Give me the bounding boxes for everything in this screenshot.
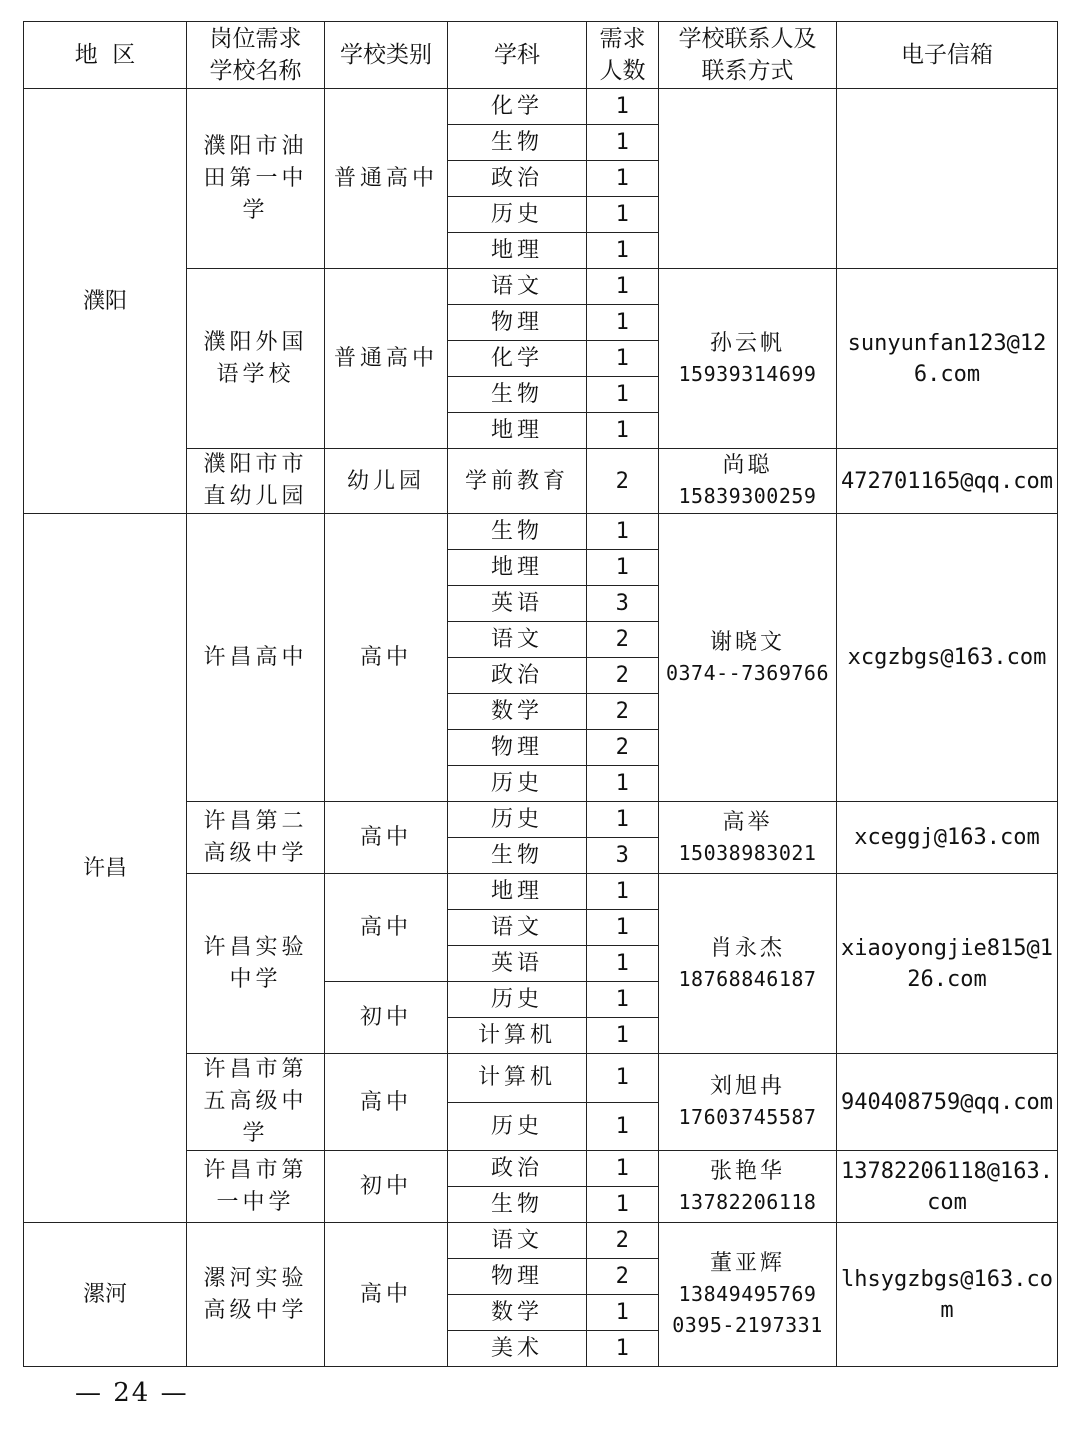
contact-phone: 15839300259	[678, 484, 817, 508]
subject-cell: 美术	[448, 1331, 587, 1367]
email-cell: 13782206118@163.com	[837, 1151, 1058, 1223]
email-cell: 472701165@qq.com	[837, 449, 1058, 514]
count-cell: 1	[587, 1102, 659, 1151]
contact-phone: 17603745587	[678, 1105, 817, 1129]
count-cell: 1	[587, 766, 659, 802]
subject-cell: 地理	[448, 233, 587, 269]
count-cell: 2	[587, 694, 659, 730]
school-type-cell: 初中	[325, 1151, 448, 1223]
subject-cell: 学前教育	[448, 449, 587, 514]
subject-cell: 政治	[448, 1151, 587, 1187]
school-type-cell: 高中	[325, 802, 448, 874]
school-name-cell: 漯河实验高级中学	[187, 1223, 325, 1367]
school-name-cell: 许昌第二高级中学	[187, 802, 325, 874]
count-cell: 1	[587, 550, 659, 586]
subject-cell: 生物	[448, 838, 587, 874]
subject-cell: 语文	[448, 269, 587, 305]
contact-name: 张艳华	[709, 1158, 785, 1184]
contact-phone: 13849495769	[678, 1282, 817, 1306]
school-type-cell: 普通高中	[325, 269, 448, 449]
subject-cell: 地理	[448, 874, 587, 910]
contact-name: 肖永杰	[709, 935, 785, 961]
count-cell: 1	[587, 1187, 659, 1223]
contact-phone: 0374--7369766	[665, 660, 830, 685]
count-cell: 1	[587, 1331, 659, 1367]
contact-phone: 15038983021	[678, 840, 817, 865]
header-count: 需求 人数	[587, 22, 659, 89]
count-cell: 1	[587, 269, 659, 305]
school-name-cell: 许昌市第五高级中学	[187, 1054, 325, 1151]
subject-cell: 生物	[448, 514, 587, 550]
school-type-cell: 普通高中	[325, 89, 448, 269]
subject-cell: 历史	[448, 766, 587, 802]
subject-cell: 数学	[448, 1295, 587, 1331]
subject-cell: 计算机	[448, 1018, 587, 1054]
contact-cell	[659, 1054, 837, 1151]
school-name-cell: 濮阳市油田第一中学	[187, 89, 325, 269]
email-cell: 940408759@qq.com	[837, 1054, 1058, 1151]
table-header-row	[24, 22, 1058, 89]
count-cell: 1	[587, 197, 659, 233]
page-number: — 24 —	[75, 1378, 189, 1408]
subject-cell: 历史	[448, 802, 587, 838]
contact-name: 尚聪	[722, 453, 773, 478]
count-cell: 3	[587, 838, 659, 874]
subject-cell: 政治	[448, 161, 587, 197]
count-cell: 1	[587, 1018, 659, 1054]
count-cell: 1	[587, 874, 659, 910]
email-cell: xcgzbgs@163.com	[837, 514, 1058, 802]
count-cell: 1	[587, 802, 659, 838]
header-type: 学校类别	[325, 22, 448, 89]
school-type-cell: 高中	[325, 874, 448, 982]
school-name-cell: 濮阳外国语学校	[187, 269, 325, 449]
header-school: 岗位需求 学校名称	[187, 22, 325, 89]
count-cell: 1	[587, 1054, 659, 1103]
subject-cell: 生物	[448, 377, 587, 413]
subject-cell: 生物	[448, 125, 587, 161]
count-cell: 1	[587, 910, 659, 946]
subject-cell: 地理	[448, 550, 587, 586]
school-type-cell: 高中	[325, 514, 448, 802]
count-cell: 2	[587, 622, 659, 658]
school-type-cell: 幼儿园	[325, 449, 448, 514]
contact-cell	[659, 449, 837, 514]
count-cell: 1	[587, 514, 659, 550]
contact-cell	[659, 1223, 837, 1367]
recruitment-table	[23, 21, 1058, 1367]
count-cell: 2	[587, 730, 659, 766]
subject-cell: 语文	[448, 1223, 587, 1259]
contact-phone: 15939314699	[678, 361, 817, 386]
header-contact: 学校联系人及 联系方式	[659, 22, 837, 89]
contact-name: 高举	[722, 809, 773, 835]
count-cell: 1	[587, 233, 659, 269]
contact-phone: 13782206118	[678, 1189, 817, 1214]
count-cell: 1	[587, 305, 659, 341]
school-type-cell: 高中	[325, 1054, 448, 1151]
subject-cell: 英语	[448, 946, 587, 982]
count-cell: 3	[587, 586, 659, 622]
subject-cell: 政治	[448, 658, 587, 694]
count-cell: 1	[587, 377, 659, 413]
school-name-cell: 许昌高中	[187, 514, 325, 802]
school-name-cell: 许昌实验中学	[187, 874, 325, 1054]
header-region: 地 区	[24, 22, 187, 89]
count-cell: 1	[587, 341, 659, 377]
count-cell: 2	[587, 1259, 659, 1295]
count-cell: 2	[587, 1223, 659, 1259]
table-body	[24, 89, 1058, 1367]
count-cell: 1	[587, 946, 659, 982]
contact-cell	[659, 269, 837, 449]
subject-cell: 数学	[448, 694, 587, 730]
subject-cell: 生物	[448, 1187, 587, 1223]
header-subject: 学科	[448, 22, 587, 89]
subject-cell: 物理	[448, 1259, 587, 1295]
count-cell: 2	[587, 658, 659, 694]
count-cell: 1	[587, 413, 659, 449]
email-cell	[837, 89, 1058, 269]
subject-cell: 历史	[448, 197, 587, 233]
table-row	[24, 514, 1058, 550]
contact-cell	[659, 514, 837, 802]
table-row	[24, 89, 1058, 125]
contact-phone: 0395-2197331	[672, 1313, 823, 1337]
table-row	[24, 1223, 1058, 1259]
school-name-cell: 许昌市第一中学	[187, 1151, 325, 1223]
region-cell: 漯河	[24, 1223, 187, 1367]
subject-cell: 物理	[448, 730, 587, 766]
count-cell: 1	[587, 89, 659, 125]
count-cell: 2	[587, 449, 659, 514]
subject-cell: 地理	[448, 413, 587, 449]
subject-cell: 计算机	[448, 1054, 587, 1103]
count-cell: 1	[587, 1151, 659, 1187]
contact-cell	[659, 89, 837, 269]
region-cell: 濮阳	[24, 89, 187, 514]
contact-cell	[659, 874, 837, 1054]
count-cell: 1	[587, 1295, 659, 1331]
subject-cell: 英语	[448, 586, 587, 622]
contact-name: 谢晓文	[709, 629, 785, 655]
count-cell: 1	[587, 161, 659, 197]
region-cell: 许昌	[24, 514, 187, 1223]
contact-phone: 18768846187	[678, 966, 817, 991]
email-cell: xceggj@163.com	[837, 802, 1058, 874]
contact-name: 孙云帆	[709, 330, 785, 356]
subject-cell: 语文	[448, 622, 587, 658]
subject-cell: 化学	[448, 341, 587, 377]
count-cell: 1	[587, 982, 659, 1018]
subject-cell: 物理	[448, 305, 587, 341]
contact-cell	[659, 802, 837, 874]
school-type-cell: 高中	[325, 1223, 448, 1367]
school-name-cell: 濮阳市市直幼儿园	[187, 449, 325, 514]
contact-name: 董亚辉	[709, 1251, 785, 1276]
subject-cell: 化学	[448, 89, 587, 125]
email-cell: sunyunfan123@126.com	[837, 269, 1058, 449]
contact-name: 刘旭冉	[709, 1074, 785, 1099]
school-type-cell: 初中	[325, 982, 448, 1054]
subject-cell: 历史	[448, 982, 587, 1018]
email-cell: lhsygzbgs@163.com	[837, 1223, 1058, 1367]
subject-cell: 语文	[448, 910, 587, 946]
email-cell: xiaoyongjie815@126.com	[837, 874, 1058, 1054]
subject-cell: 历史	[448, 1102, 587, 1151]
contact-cell	[659, 1151, 837, 1223]
header-email: 电子信箱	[837, 22, 1058, 89]
count-cell: 1	[587, 125, 659, 161]
